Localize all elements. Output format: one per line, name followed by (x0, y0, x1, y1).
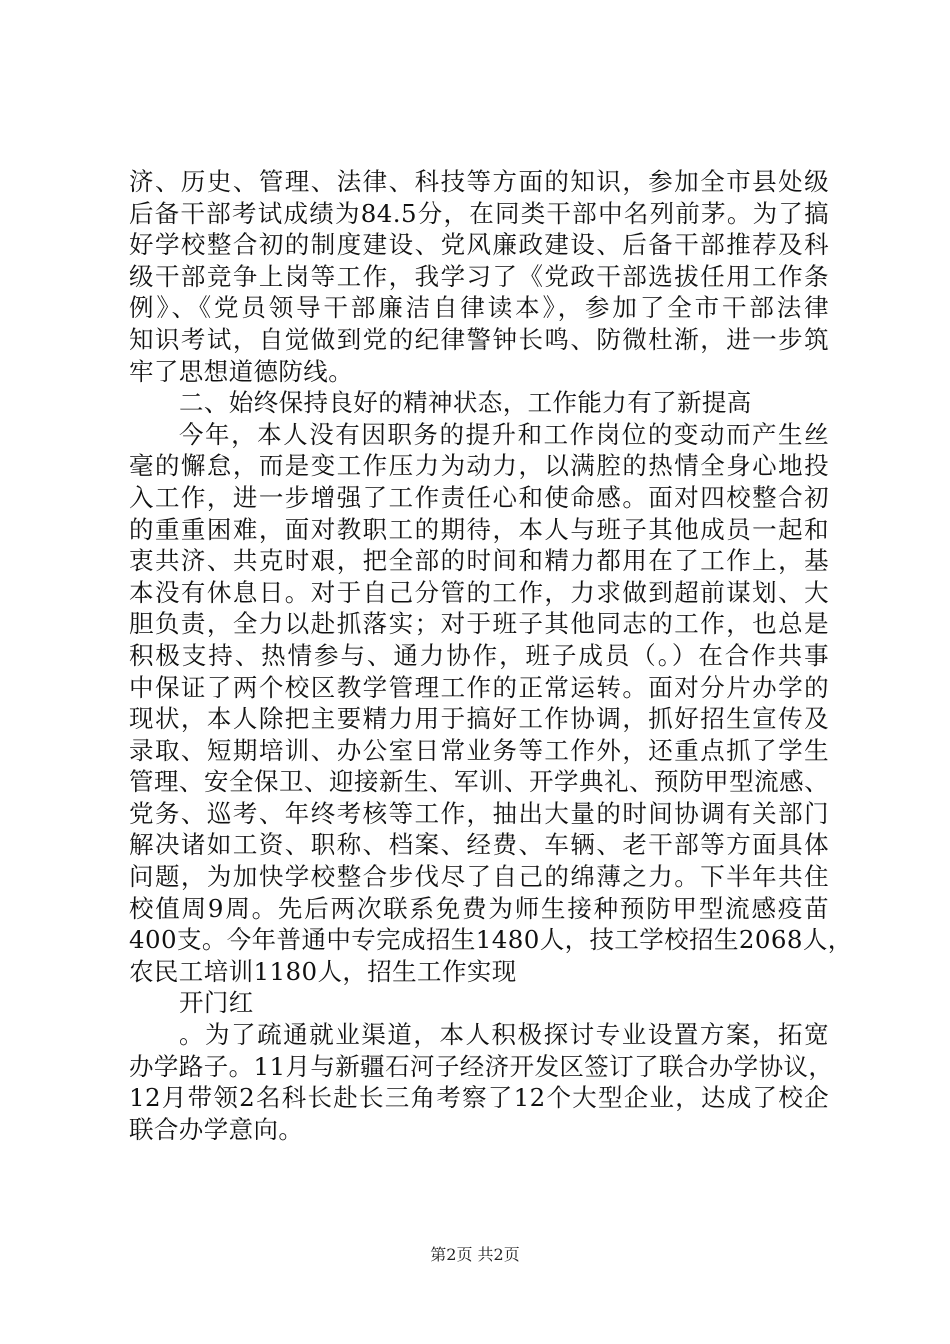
text-line: 解决诸如工资、职称、档案、经费、车辆、老干部等方面具体 (129, 830, 829, 860)
text-line: 。为了疏通就业渠道，本人积极探讨专业设置方案，拓宽 (179, 1020, 829, 1050)
text-line: 后备干部考试成绩为84.5分，在同类干部中名列前茅。为了搞 (129, 198, 829, 228)
text-line: 级干部竞争上岗等工作，我学习了《党政干部选拔任用工作条 (129, 261, 829, 291)
text-line: 好学校整合初的制度建设、党风廉政建设、后备干部推荐及科 (129, 230, 829, 260)
document-body (129, 166, 853, 1145)
text-line: 问题，为加快学校整合步伐尽了自己的绵薄之力。下半年共住 (129, 862, 829, 892)
text-line: 中保证了两个校区教学管理工作的正常运转。面对分片办学的 (129, 672, 829, 702)
text-line: 衷共济、共克时艰，把全部的时间和精力都用在了工作上，基 (129, 546, 829, 576)
text-line: 济、历史、管理、法律、科技等方面的知识，参加全市县处级 (129, 167, 829, 196)
text-line: 党务、巡考、年终考核等工作，抽出大量的时间协调有关部门 (129, 798, 829, 828)
text-line: 本没有休息日。对于自己分管的工作，力求做到超前谋划、大 (129, 577, 829, 607)
text-line: 知识考试，自觉做到党的纪律警钟长鸣、防微杜渐，进一步筑 (129, 324, 829, 354)
text-line: 12月带领2名科长赴长三角考察了12个大型企业，达成了校企 (129, 1083, 829, 1113)
text-line: 开门红 (179, 988, 254, 1018)
text-line: 现状，本人除把主要精力用于搞好工作协调，抓好招生宣传及 (129, 704, 829, 734)
text-line: 今年，本人没有因职务的提升和工作岗位的变动而产生丝 (179, 419, 829, 449)
text-line: 二、始终保持良好的精神状态，工作能力有了新提高 (179, 388, 752, 418)
text-line: 管理、安全保卫、迎接新生、军训、开学典礼、预防甲型流感、 (129, 767, 829, 797)
text-line: 例》、《党员领导干部廉洁自律读本》，参加了全市干部法律 (129, 293, 829, 323)
text-line: 联合办学意向。 (129, 1114, 304, 1144)
text-line: 的重重困难，面对教职工的期待，本人与班子其他成员一起和 (129, 514, 829, 544)
text-line: 校值周9周。先后两次联系免费为师生接种预防甲型流感疫苗 (129, 893, 829, 923)
text-line: 毫的懈怠，而是变工作压力为动力，以满腔的热情全身心地投 (129, 451, 829, 481)
text-line: 农民工培训1180人，招生工作实现 (129, 956, 517, 986)
text-line: 积极支持、热情参与、通力协作，班子成员（。）在合作共事 (129, 640, 829, 670)
page-footer: 第2页 共2页 (430, 1245, 520, 1264)
text-line: 办学路子。11月与新疆石河子经济开发区签订了联合办学协议， (129, 1051, 834, 1081)
text-line: 牢了思想道德防线。 (129, 356, 354, 386)
text-line: 400支。今年普通中专完成招生1480人，技工学校招生2068人， (129, 925, 853, 955)
text-line: 入工作，进一步增强了工作责任心和使命感。面对四校整合初 (129, 482, 829, 512)
text-line: 胆负责，全力以赴抓落实；对于班子其他同志的工作，也总是 (129, 609, 829, 639)
text-line: 录取、短期培训、办公室日常业务等工作外，还重点抓了学生 (129, 735, 829, 765)
